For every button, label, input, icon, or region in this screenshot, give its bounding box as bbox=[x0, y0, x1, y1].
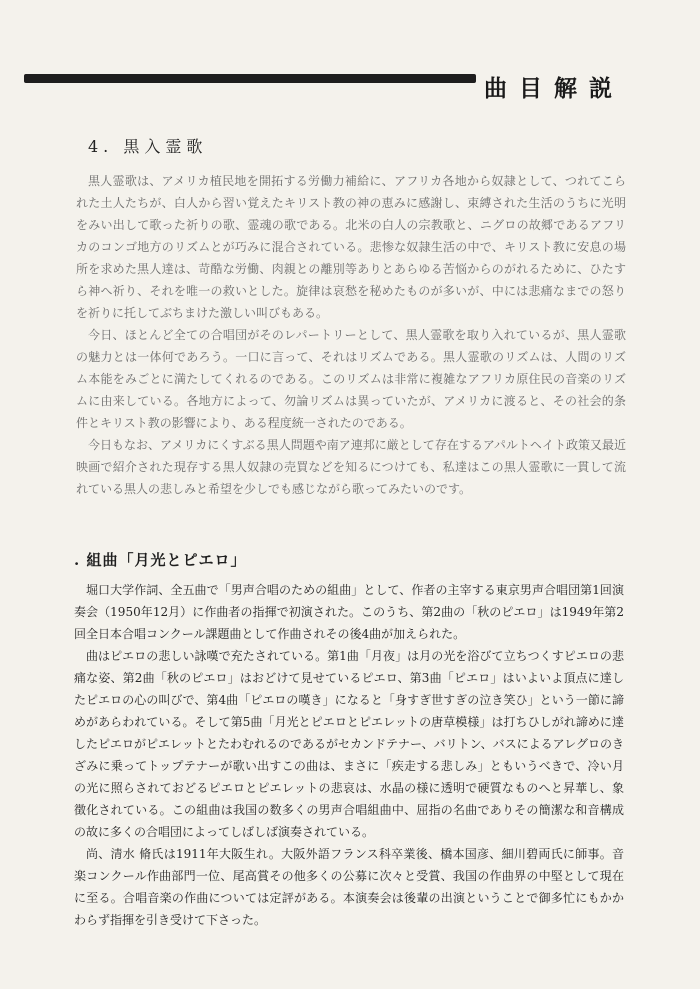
section-heading-negro-spirituals: 4. 黒入霊歌 bbox=[88, 137, 208, 156]
paragraph: 黒人霊歌は、アメリカ植民地を開拓する労働力補給に、アフリカ各地から奴隷として、つれてこられた土人たちが、白人から習い覚えたキリスト教の神の恵みに感謝し、束縛された生活のうちに光明をみい出して歌った祈りの歌、霊魂の歌である。北米の白人の宗教歌と、ニグロの故郷であるアフリカのコンゴ地方のリズムとが巧みに混合されている。悲惨な奴隷生活の中で、キリスト教に安息の場所を求めた黒人達は、苛酷な労働、肉親との離別等ありとあらゆる苦悩からのがれるために、ひたすら神へ祈り、それを唯一の救いとした。旋律は哀愁を秘めたものが多いが、中には悲痛なまでの怒りを祈りに托してぶちまけた激しい叫びもある。 bbox=[76, 174, 626, 320]
section-body-negro-spirituals bbox=[76, 170, 626, 500]
section-heading-moonlight-pierrot: . 組曲「月光とピエロ」 bbox=[74, 551, 247, 569]
paragraph: 曲はピエロの悲しい詠嘆で充たされている。第1曲「月夜」は月の光を浴びて立ちつくすピエロの悲痛な姿、第2曲「秋のピエロ」はおどけて見せているピエロ、第3曲「ピエロ」はいよいよ頂点に達したピエロの心の叫びで、第4曲「ピエロの嘆き」になると「身すぎ世すぎの泣き笑ひ」という一節に諦めがあらわれている。そして第5曲「月光とピエロとピエレットの唐草模様」は打ちひしがれ諦めに達したピエロがピエレットとたわむれるのであるがセカンドテナー、バリトン、バスによるアレグロのきざみに乗ってトップテナーが歌い出すこの曲は、まさに「疾走する悲しみ」ともいうべきで、冷い月の光に照らされておどるピエロとピエレットの悲哀は、水晶の様に透明で硬質なものへと昇華し、象徴化されている。この組曲は我国の数多くの男声合唱組曲中、屈指の名曲でありその簡潔な和音構成の故に多くの合唱団によってしばしば演奏されている。 bbox=[74, 649, 624, 839]
page-title: 曲目解説 bbox=[484, 75, 624, 102]
paragraph: 堀口大学作詞、全五曲で「男声合唱のための組曲」として、作者の主宰する東京男声合唱団第1回演奏会（1950年12月）に作曲者の指揮で初演された。このうち、第2曲の「秋のピエロ」は1949年第2回全日本合唱コンクール課題曲として作曲されその後4曲が加えられた。 bbox=[74, 583, 624, 641]
section-body-moonlight-pierrot bbox=[74, 579, 624, 931]
paragraph: 今日もなお、アメリカにくすぶる黒人問題や南ア連邦に厳として存在するアパルトヘイト政策又最近映画で紹介された現存する黒人奴隷の売買などを知るにつけても、私達はこの黒人霊歌に一貫して流れている黒人の悲しみと希望を少しでも感じながら歌ってみたいのです。 bbox=[76, 438, 626, 496]
paragraph: 尚、清水 脩氏は1911年大阪生れ。大阪外語フランス科卒業後、橋本国彦、細川碧両氏に師事。音楽コンクール作曲部門一位、尾高賞その他多くの公募に次々と受賞、我国の作曲界の中堅として現在に至る。合唱音楽の作曲については定評がある。本演奏会は後輩の出演ということで御多忙にもかかわらず指揮を引き受けて下さった。 bbox=[74, 847, 624, 927]
header-rule bbox=[24, 74, 476, 83]
paragraph: 今日、ほとんど全ての合唱団がそのレパートリーとして、黒人霊歌を取り入れているが、黒人霊歌の魅力とは一体何であろう。一口に言って、それはリズムである。黒人霊歌のリズムは、人間のリズム本能をみごとに満たしてくれるのである。このリズムは非常に複雑なアフリカ原住民の音楽のリズムに由来している。各地方によって、勿論リズムは異っていたが、アメリカに渡ると、その社会的条件とキリスト教の影響により、ある程度統一されたのである。 bbox=[76, 328, 626, 430]
